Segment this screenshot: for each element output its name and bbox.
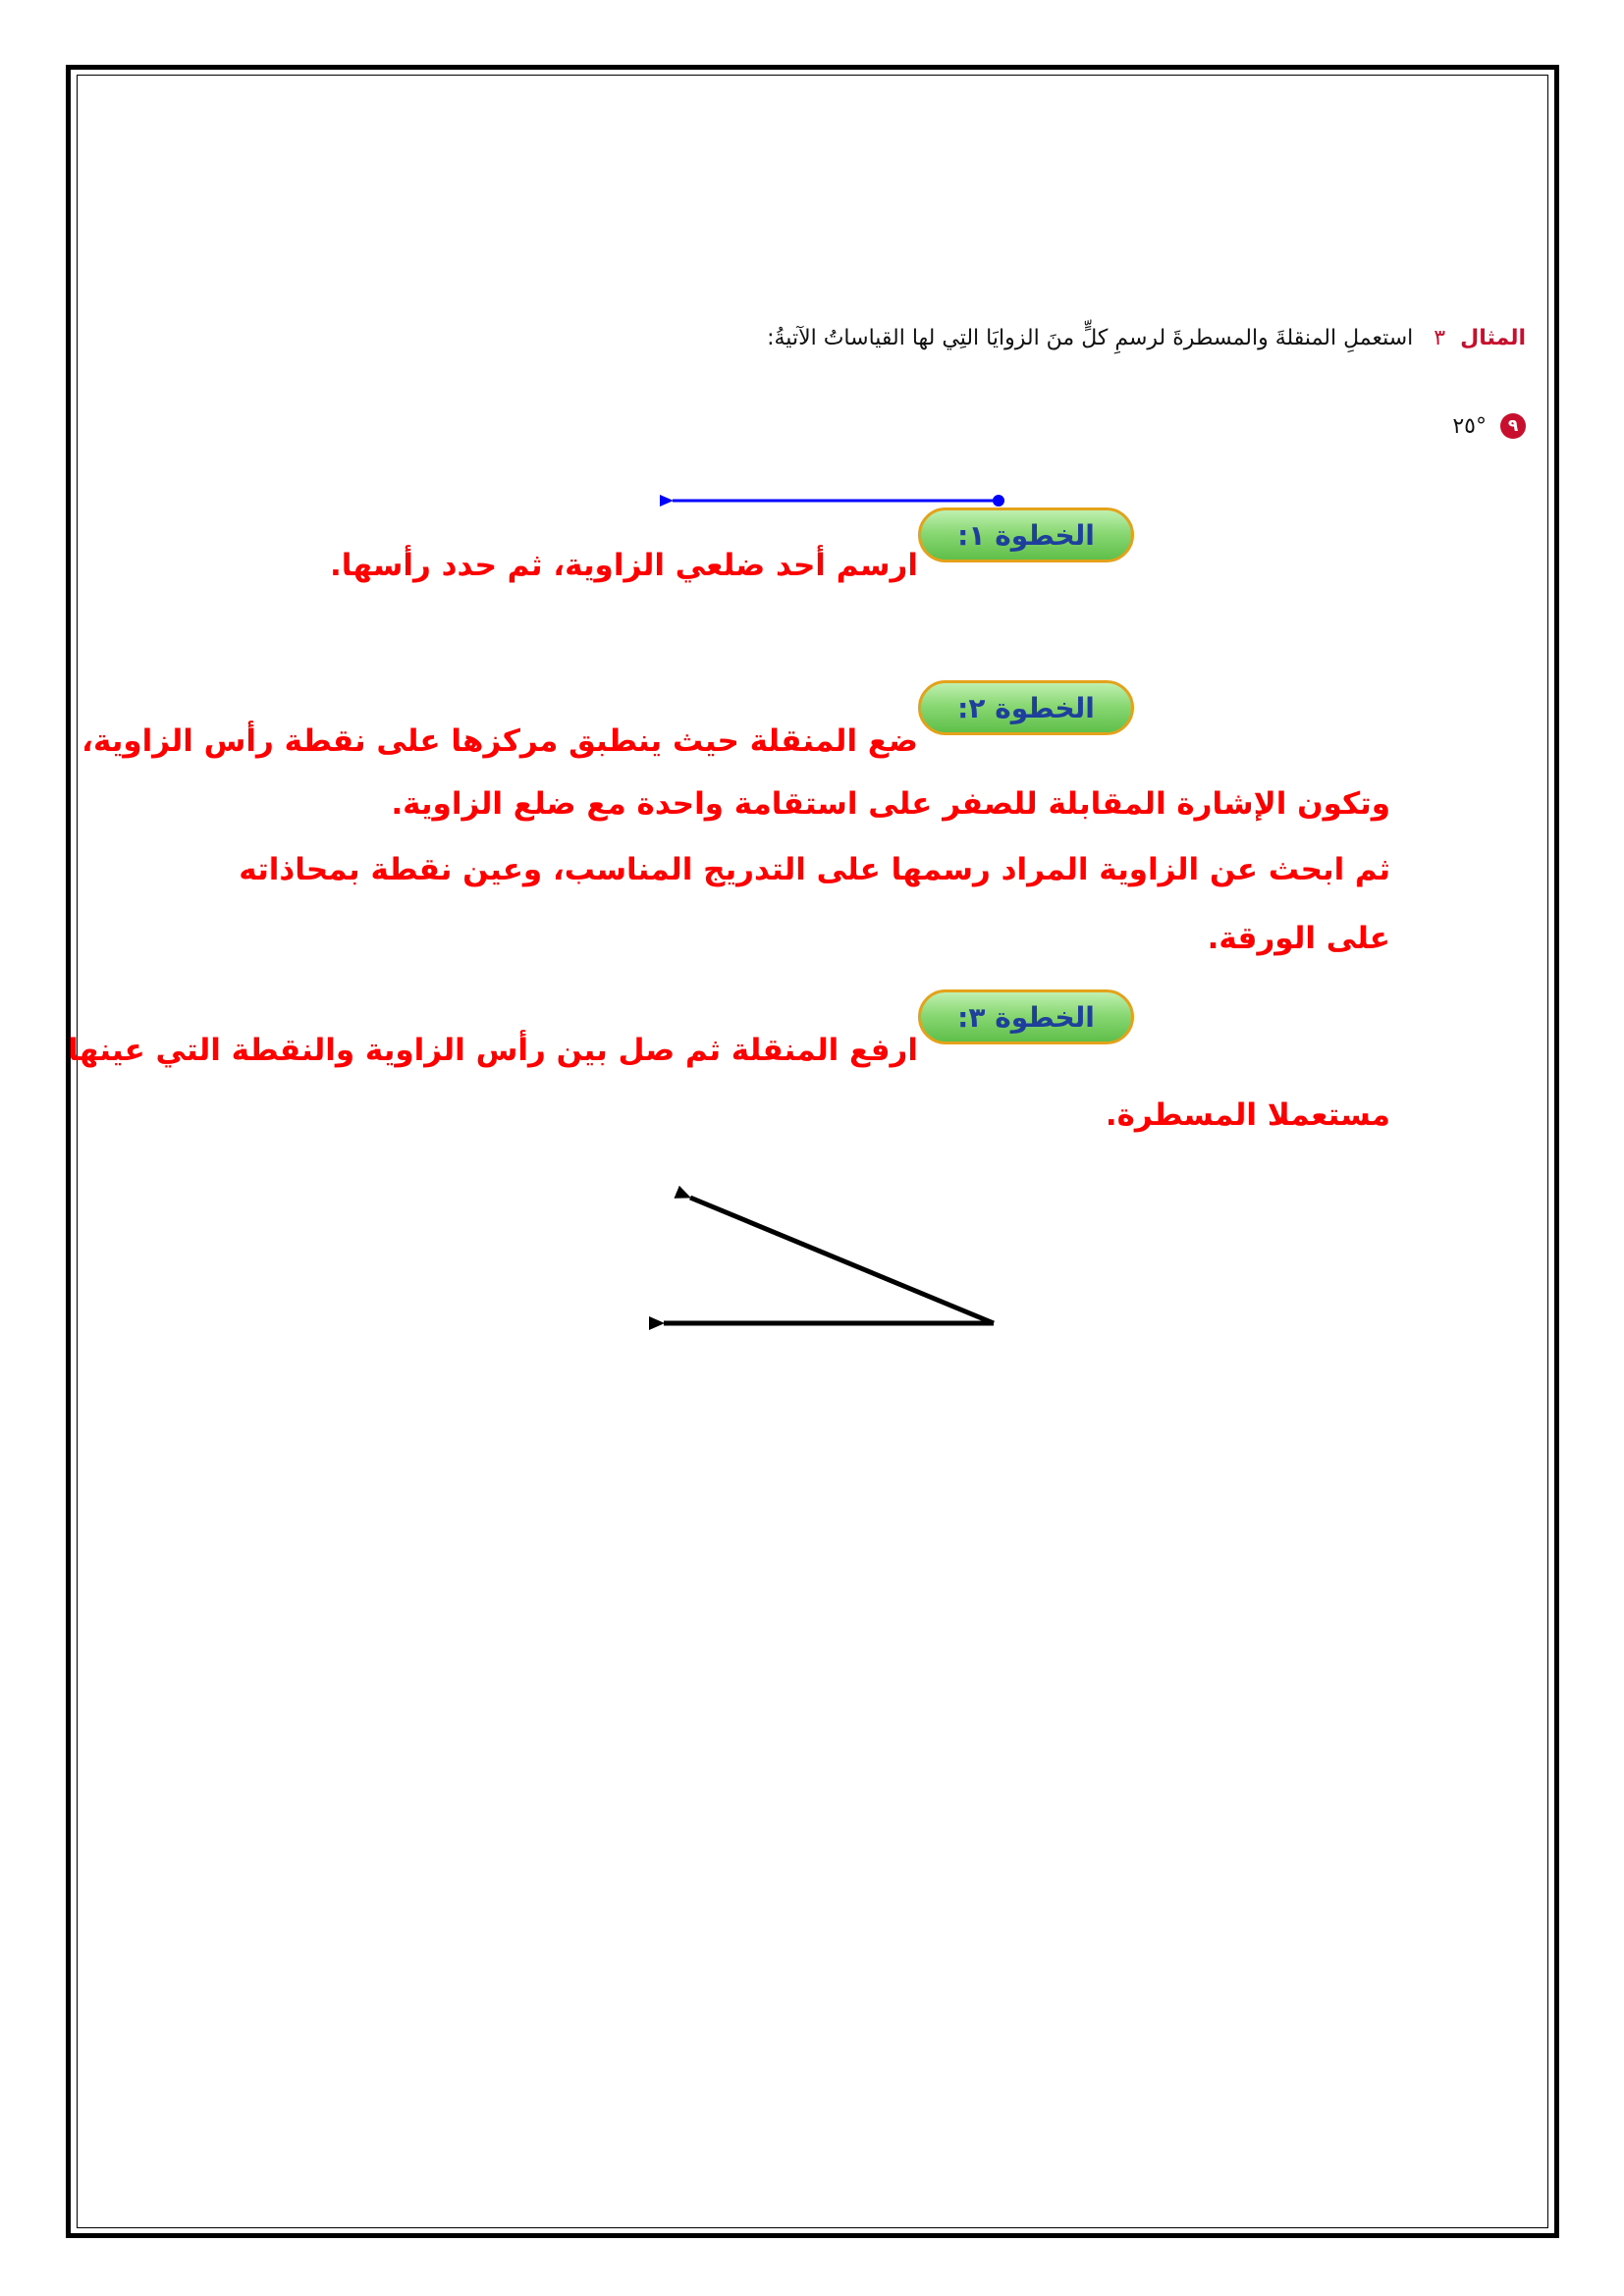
step1-ray — [673, 495, 1004, 507]
example-instruction: استعملِ المنقلةَ والمسطرةَ لرسمِ كلٍّ منَ الزوايَا التِي لها القياساتُ الآتيةُ: — [767, 326, 1414, 350]
step2-text-line1: ضع المنقلة حيث ينطبق مركزها على نقطة رأس الزاوية، — [81, 723, 918, 759]
step3-text-line1: ارفع المنقلة ثم صل بين رأس الزاوية والنقطة التي عينها — [68, 1033, 918, 1068]
example-number: ٣ — [1434, 326, 1446, 350]
step2-badge: الخطوة ٢: — [918, 680, 1134, 735]
angle-ray-upper — [690, 1198, 994, 1323]
step1-text: ارسم أحد ضلعي الزاوية، ثم حدد رأسها. — [330, 548, 918, 583]
step2-text-line2: وتكون الإشارة المقابلة للصفر على استقامة واحدة مع ضلع الزاوية. — [391, 786, 1390, 822]
example-label: المثال — [1460, 326, 1526, 350]
step2-text-line3: ثم ابحث عن الزاوية المراد رسمها على التدريج المناسب، وعين نقطة بمحاذاته — [239, 852, 1390, 887]
step1-vertex-point — [993, 495, 1004, 507]
step3-text-line2: مستعملا المسطرة. — [1105, 1097, 1390, 1133]
item-number-badge: ٩ — [1500, 413, 1526, 439]
step1-badge: الخطوة ١: — [918, 507, 1134, 562]
step3-badge: الخطوة ٣: — [918, 989, 1134, 1044]
final-angle — [664, 1198, 994, 1323]
step2-text-line4: على الورقة. — [1207, 921, 1390, 956]
item-angle-measure: °٢٥ — [1452, 413, 1487, 439]
